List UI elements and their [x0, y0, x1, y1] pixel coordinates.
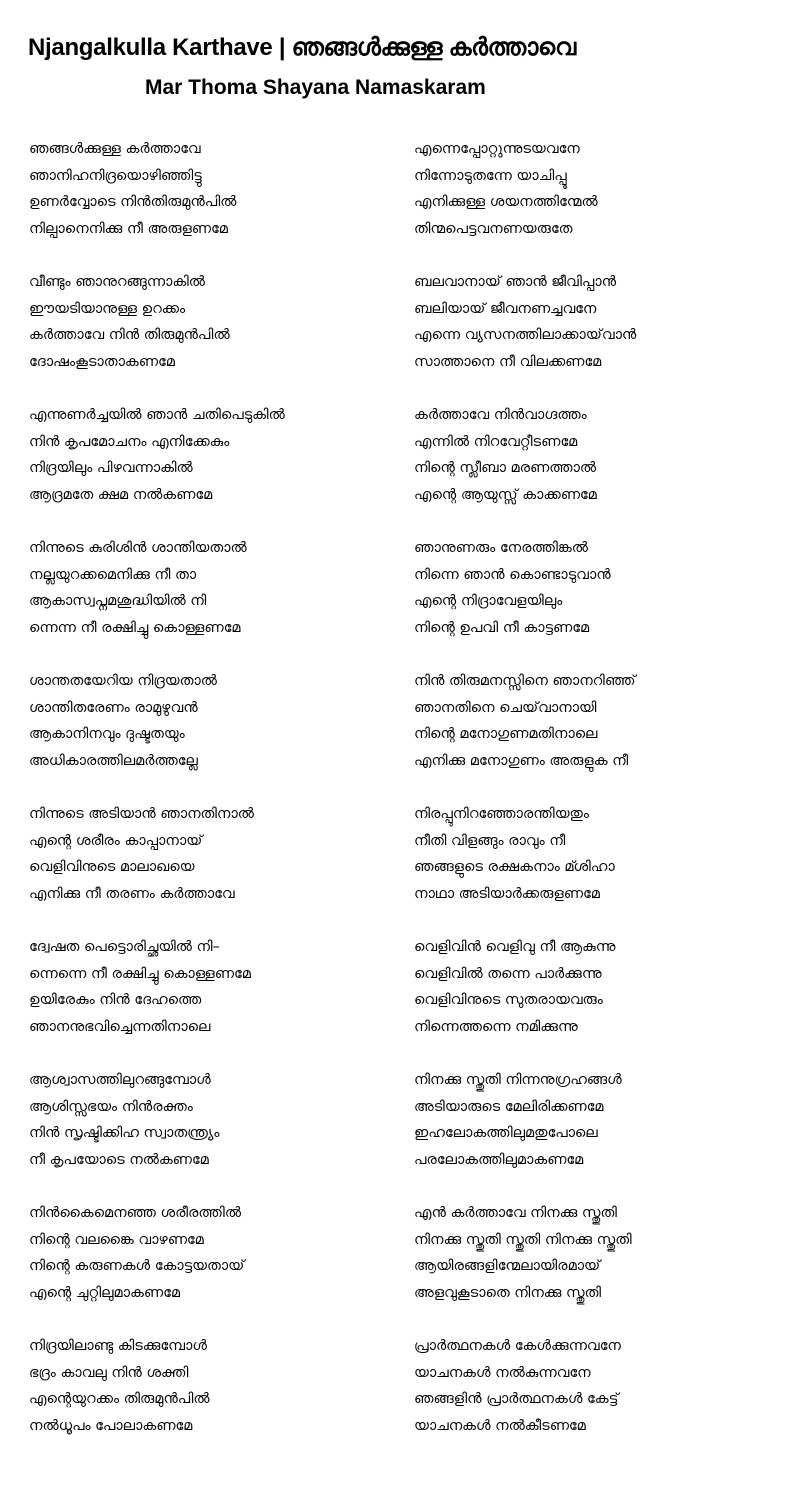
verse-line: വെളിവിനുടെ മാലാഖയെ [29, 859, 195, 876]
verse-line: ഞാനനുഭവിച്ചെന്നതിനാലെ [29, 1018, 211, 1035]
verse-line: നിൻകൈമെനഞ്ഞ ശരീരത്തിൽ [29, 1205, 241, 1221]
verse-line: യാചനകൾ നൽകീടണമേ [414, 1417, 586, 1434]
verse-line: എന്റെ ആയുസ്സ് കാക്കണമേ [414, 486, 597, 503]
verse-line: നിൻ കൃപമോചനം എനിക്കേകും [29, 433, 230, 450]
left-stanza-5 [29, 668, 409, 801]
right-stanza-10 [414, 1333, 794, 1466]
verse-line: അടിയാരുടെ മേലിരിക്കണമേ [414, 1098, 604, 1115]
left-stanza-7 [29, 934, 409, 1067]
verse-line: ന്നെന്ന നീ രക്ഷിച്ചു കൊള്ളണമേ [29, 619, 241, 636]
verse-line: ആശിസ്സഭയം നിൻരക്തം [29, 1098, 193, 1115]
verse-line: ഞാനിഹനിദ്രയൊഴിഞ്ഞിട്ടു [29, 167, 202, 184]
verse-line: എന്റെ നിദ്രാവേളയിലും [414, 593, 563, 610]
verse-line: കർത്താവേ നിൻ തിരുമുൻപിൽ [29, 327, 230, 344]
left-stanza-1 [29, 136, 409, 269]
verse-line: ഇഹലോകത്തിലുമതുപോലെ [414, 1125, 598, 1142]
verse-line: വെളിവിനുടെ സുതരായവരും [414, 992, 603, 1009]
left-stanza-3 [29, 402, 409, 535]
verse-line: നിന്റെ കരുണകൾ കോട്ടയതായ് [29, 1258, 245, 1275]
right-column [414, 136, 794, 1466]
verse-line: നിന്റെ ഉപവി നീ കാട്ടണമേ [414, 619, 590, 636]
page-title: Njangalkulla Karthave | ഞങ്ങൾക്കുള്ള കർത്താവെ [28, 34, 576, 61]
verse-line: അളവുകൂടാതെ നിനക്കു സ്തുതി [414, 1284, 602, 1301]
verse-line: ഞാനുണരും നേരത്തിങ്കൽ [414, 540, 588, 556]
verse-line: നിന്നുടെ കുരിശിൻ ശാന്തിയതാൽ [29, 540, 247, 556]
verse-line: ന്നെന്നെ നീ രക്ഷിച്ചു കൊള്ളണമേ [29, 965, 251, 982]
verse-line: നാഥാ അടിയാർക്കരുളണമേ [414, 885, 600, 902]
verse-line: നിനക്കു സ്തുതി നിന്നനുഗ്രഹങ്ങൾ [414, 1072, 622, 1088]
verse-line: നീ കൃപയോടെ നൽകണമേ [29, 1151, 209, 1168]
verse-line: നിന്നോടുതന്നേ യാചിപ്പൂ [414, 167, 567, 184]
left-stanza-8 [29, 1067, 409, 1200]
verse-line: വെളിവിൽ തന്നെ പാർക്കുന്നു [414, 965, 602, 982]
right-stanza-5 [414, 668, 794, 801]
left-stanza-9 [29, 1200, 409, 1333]
verse-line: നില്പാനെനിക്കു നീ അരുളണമേ [29, 220, 228, 237]
verse-line: കർത്താവേ നിൻവാഗ്ദത്തം [414, 407, 587, 423]
verse-line: ആയിരങ്ങളിന്മേലായിരമായ് [414, 1258, 601, 1275]
verse-line: എന്നിൽ നിറവേറ്റീടണമേ [414, 433, 578, 450]
verse-line: നിന്റെ വലങ്കൈ വാഴണമേ [29, 1231, 204, 1248]
verse-line: നിന്റെ മനോഗുണമതിനാലെ [414, 726, 598, 743]
verse-line: ബലിയായ് ജീവനണച്ചവനേ [414, 300, 597, 317]
verse-line: നീതി വിളങ്ങും രാവും നീ [414, 832, 566, 849]
verse-line: ദ്വേഷത പെട്ടൊരിച്ഛയിൽ നി– [29, 939, 220, 955]
verse-line: പരലോകത്തിലുമാകണമേ [414, 1151, 584, 1168]
verse-line: പ്രാർത്ഥനകൾ കേൾക്കുന്നവനേ [414, 1338, 621, 1354]
page-subtitle: Mar Thoma Shayana Namaskaram [145, 76, 486, 99]
left-stanza-6 [29, 801, 409, 934]
verse-line: നിന്നെത്തന്നെ നമിക്കുന്നു [414, 1018, 578, 1035]
verse-line: വീണ്ടും ഞാനുറങ്ങുന്നാകിൽ [29, 274, 205, 290]
verse-line: ഈയടിയാനുള്ള ഉറക്കം [29, 300, 186, 317]
right-stanza-1 [414, 136, 794, 269]
verse-line: ശാന്തിതരേണം രാമുഴുവൻ [29, 699, 198, 716]
verse-line: നിൻ തിരുമനസ്സിനെ ഞാനറിഞ്ഞ് [414, 673, 636, 689]
verse-line: ഞങ്ങൾക്കുള്ള കർത്താവേ [29, 141, 201, 157]
verse-line: എൻ കർത്താവേ നിനക്കു സ്തുതി [414, 1205, 617, 1221]
verse-line: ആദ്രമതേ ക്ഷമ നൽകണമേ [29, 486, 213, 503]
verse-line: ബലവാനായ് ഞാൻ ജീവിപ്പാൻ [414, 274, 617, 290]
right-stanza-7 [414, 934, 794, 1067]
verse-line: നൽധൂപം പോലാകണമേ [29, 1417, 193, 1434]
verse-line: എന്നെ വ്യസനത്തിലാക്കായ്‌വാൻ [414, 327, 637, 344]
right-stanza-9 [414, 1200, 794, 1333]
verse-line: ആകാസ്വപ്നമശുദ്ധിയിൽ നി [29, 593, 207, 610]
right-stanza-6 [414, 801, 794, 934]
verse-line: എന്നുണർച്ചയിൽ ഞാൻ ചതിപെടുകിൽ [29, 407, 285, 423]
verse-line: നല്ലയുറക്കമെനിക്കു നീ താ [29, 566, 197, 583]
verse-line: ആകാനിനവും ദുഷ്ടതയും [29, 726, 185, 743]
right-stanza-2 [414, 269, 794, 402]
verse-line: എന്റെയുറക്കം തിരുമുൻപിൽ [29, 1391, 210, 1408]
verse-line: നിൻ സൃഷ്ടിക്കിഹ സ്വാതന്ത്ര്യം [29, 1125, 220, 1142]
verse-line: എനിക്കുള്ള ശയനത്തിന്മേൽ [414, 194, 598, 211]
verse-line: സാത്താനെ നീ വിലക്കണമേ [414, 353, 602, 370]
verse-line: ഞങ്ങളുടെ രക്ഷകനാം മ്ശിഹാ [414, 859, 615, 876]
left-stanza-2 [29, 269, 409, 402]
verse-line: നിന്റെ സ്ലീബാ മരണത്താൽ [414, 460, 596, 477]
verse-line: എനിക്കു മനോഗുണം അരുളുക നീ [414, 752, 629, 769]
verse-line: നിരപ്പുനിറഞ്ഞോരന്തിയതും [414, 806, 589, 822]
right-stanza-4 [414, 535, 794, 668]
verse-line: നിദ്രയിലും പിഴവന്നാകിൽ [29, 460, 193, 477]
right-stanza-8 [414, 1067, 794, 1200]
verse-line: ഉണർവ്വോടെ നിൻതിരുമുൻപിൽ [29, 194, 237, 211]
verse-line: എന്നെപ്പോറ്റുന്നുടയവനേ [414, 141, 580, 157]
left-stanza-4 [29, 535, 409, 668]
verse-line: ഞാനതിനെ ചെയ്‌വാനായി [414, 699, 597, 716]
right-stanza-3 [414, 402, 794, 535]
verse-line: എനിക്കു നീ തരണം കർത്താവേ [29, 885, 235, 902]
left-stanza-10 [29, 1333, 409, 1466]
verse-line: തിന്മപെട്ടവനണയരുതേ [414, 220, 573, 237]
verse-line: ഉയിരേകും നിൻ ദേഹത്തെ [29, 992, 202, 1009]
verse-line: എന്റെ ചുറ്റിലുമാകണമേ [29, 1284, 180, 1301]
verse-line: ദോഷംകൂടാതാകണമേ [29, 353, 175, 370]
verse-line: ഞങ്ങളിൻ പ്രാർത്ഥനകൾ കേട്ട് [414, 1391, 619, 1408]
verse-line: ശാന്തതയേറിയ നിദ്രയതാൽ [29, 673, 217, 689]
verse-line: നിന്നുടെ അടിയാൻ ഞാനതിനാൽ [29, 806, 254, 822]
verse-line: നിനക്കു സ്തുതി സ്തുതി നിനക്കു സ്തുതി [414, 1231, 632, 1248]
verse-line: എന്റെ ശരീരം കാപ്പാനായ് [29, 832, 203, 849]
verse-line: നിദ്രയിലാണ്ടു കിടക്കുമ്പോൾ [29, 1338, 207, 1354]
verse-line: വെളിവിൻ വെളിവു നീ ആകുന്നു [414, 939, 616, 955]
verse-line: അധികാരത്തിലമർത്തല്ലേ [29, 752, 198, 769]
verse-line: നിന്നെ ഞാൻ കൊണ്ടാടുവാൻ [414, 566, 611, 583]
verse-line: ആശ്വാസത്തിലുറങ്ങുമ്പോൾ [29, 1072, 211, 1088]
verse-line: ഭദ്രം കാവലു നിൻ ശക്തി [29, 1364, 189, 1381]
verse-line: യാചനകൾ നൽകുന്നവനേ [414, 1364, 591, 1381]
left-column [29, 136, 409, 1466]
